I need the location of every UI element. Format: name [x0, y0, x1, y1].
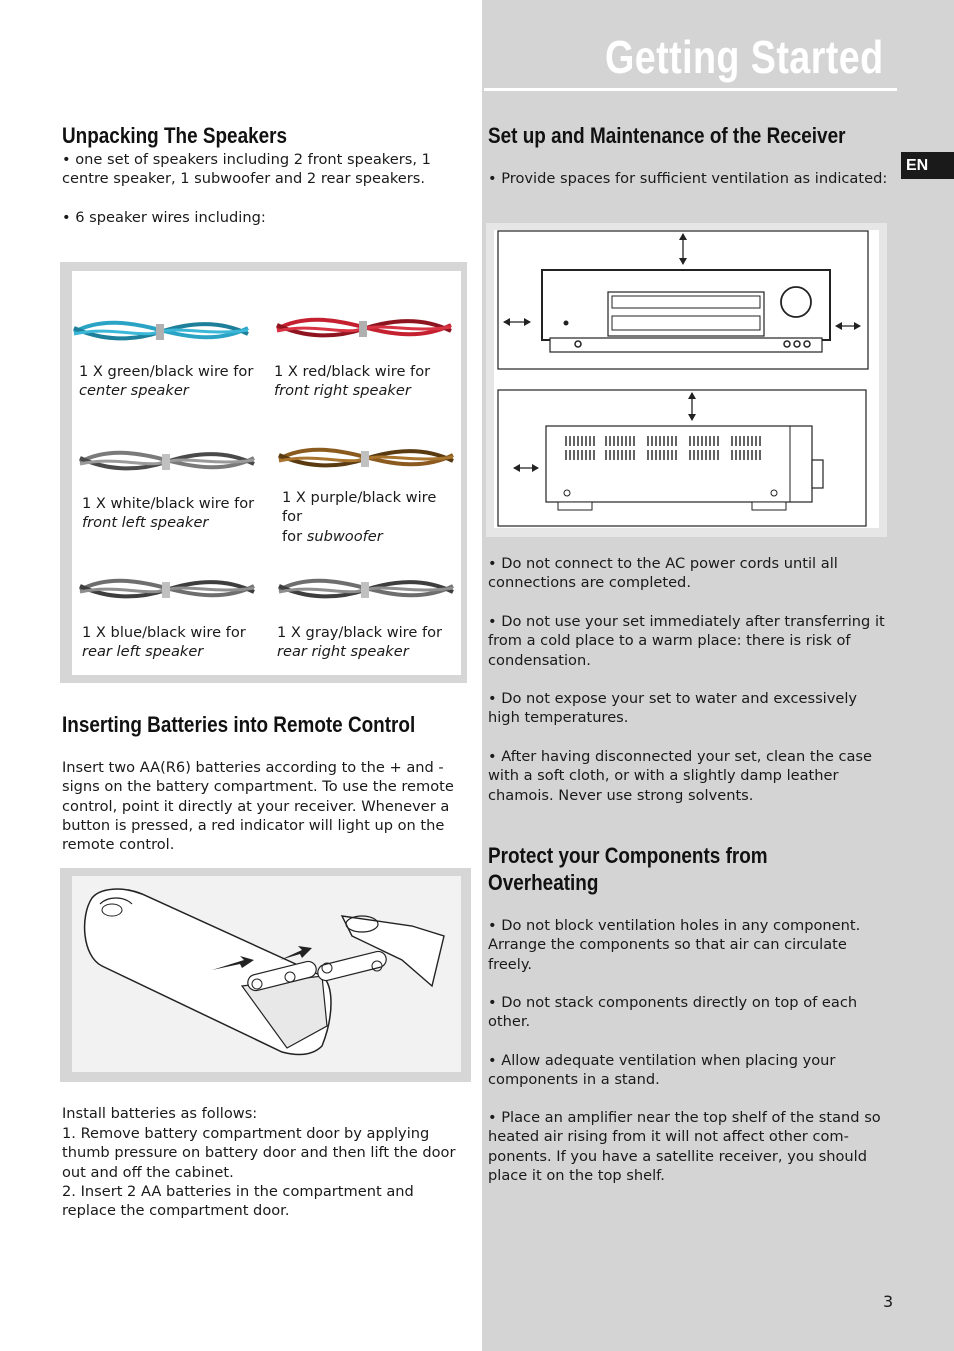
- protect-bullet-stack: • Do not stack components directly on top of each other.: [488, 994, 858, 1031]
- unpacking-item-speakers: • one set of speakers including 2 front speakers, 1 centre speaker, 1 subwoofer and 2 rear speakers.: [62, 151, 431, 188]
- setup-bullet-cleaning: • After having disconnected your set, clean the case with a soft cloth, or with a slightly damp leather chamois. Never use strong solvents.: [488, 748, 873, 804]
- wire-label-use: center speaker: [79, 382, 189, 400]
- wire-label-use: rear left speaker: [82, 643, 204, 661]
- wire-label-use: subwoofer: [306, 527, 383, 545]
- setup-bullet-power: • Do not connect to the AC power cords until all connections are completed.: [488, 555, 838, 592]
- unpacking-item-wires: • 6 speaker wires including:: [62, 209, 266, 226]
- batteries-steps-title: Install batteries as follows:: [62, 1105, 258, 1122]
- wire-label-qty: 1 X gray/black wire for: [277, 624, 443, 641]
- title-underline: [484, 88, 897, 91]
- page-title: Getting Started: [605, 31, 884, 83]
- wire-label-qty: 1 X red/black wire for: [274, 363, 431, 380]
- red-black-wire-icon: [273, 313, 455, 345]
- wire-label-use: front left speaker: [82, 514, 209, 532]
- batteries-step-1: 1. Remove battery compartment door by applying thumb pressure on battery door and then lift the door out and off the cabinet.: [62, 1125, 456, 1181]
- setup-heading: Set up and Maintenance of the Receiver: [488, 123, 846, 148]
- protect-heading-line2: Overheating: [488, 870, 599, 895]
- white-black-wire-icon: [76, 444, 258, 478]
- protect-bullet-amplifier: • Place an amplifier near the top shelf of the stand so heated air rising from it will not affect other com-ponents. If you have a satellite receiver, you should place it on the top shelf.: [488, 1109, 881, 1184]
- remote-control-battery-illustration: [72, 876, 461, 1072]
- setup-bullet-water: • Do not expose your set to water and excessively high temperatures.: [488, 690, 858, 727]
- batteries-intro: Insert two AA(R6) batteries according to the + and - signs on the battery compartment. To use the remote control, point it directly at your receiver. Whenever a button is pressed, a red indicator will light up on the remote control.: [62, 759, 454, 854]
- wire-label-qty: 1 X blue/black wire for: [82, 624, 246, 641]
- wire-label-use: front right speaker: [274, 382, 411, 400]
- green-black-wire-icon: [70, 316, 252, 348]
- setup-ventilation-text: • Provide spaces for sufficient ventilation as indicated:: [488, 170, 888, 187]
- gray-black-wire-icon: [275, 572, 457, 606]
- blue-black-wire-icon: [76, 572, 258, 606]
- wire-label-qty: 1 X white/black wire for: [82, 495, 255, 512]
- protect-bullet-stand: • Allow adequate ventilation when placing your components in a stand.: [488, 1052, 836, 1089]
- page-number: 3: [883, 1292, 894, 1311]
- receiver-ventilation-diagram: [494, 230, 879, 528]
- batteries-step-2: 2. Insert 2 AA batteries in the compartment and replace the compartment door.: [62, 1183, 414, 1220]
- wire-label-use: rear right speaker: [277, 643, 409, 661]
- language-badge: EN: [901, 152, 954, 179]
- protect-bullet-holes: • Do not block ventilation holes in any component. Arrange the components so that air can circulate freely.: [488, 917, 861, 973]
- wire-label-qty: 1 X purple/black wire for: [282, 489, 437, 526]
- protect-heading-line1: Protect your Components from: [488, 843, 768, 868]
- unpacking-heading: Unpacking The Speakers: [62, 123, 288, 148]
- purple-black-wire-icon: [275, 441, 457, 475]
- setup-bullet-condensation: • Do not use your set immediately after transferring it from a cold place to a warm place: there is risk of condensation.: [488, 613, 885, 669]
- batteries-heading: Inserting Batteries into Remote Control: [62, 712, 416, 737]
- wire-label-qty: 1 X green/black wire for: [79, 363, 254, 380]
